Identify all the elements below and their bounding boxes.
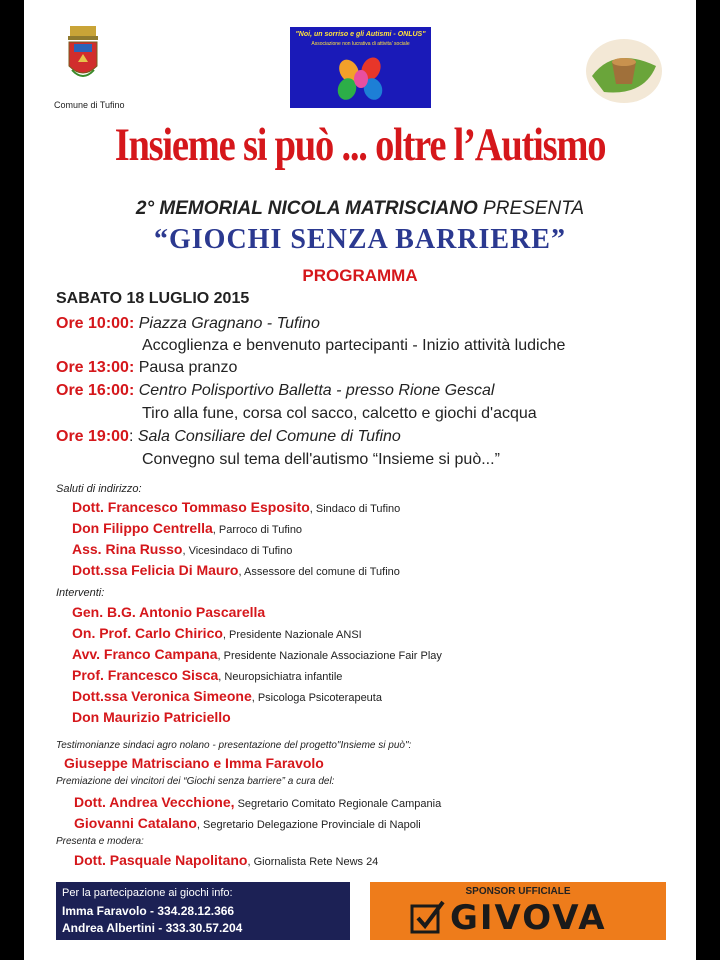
saluti-label: Saluti di indirizzo: — [56, 483, 142, 495]
program-item: Ore 10:00: Piazza Gragnano - Tufino — [56, 315, 320, 332]
mortar-logo-icon — [584, 36, 664, 106]
program-item: Ore 16:00: Centro Polisportivo Balletta - presso Rione Gescal — [56, 382, 495, 399]
speaker: Dott.ssa Felicia Di Mauro, Assessore del comune di Tufino — [72, 562, 400, 578]
contact-line: Imma Faravolo - 334.28.12.366 — [62, 904, 235, 918]
testimonianze-label: Testimonianze sindaci agro nolano - presentazione del progetto"Insieme si può": — [56, 740, 412, 751]
checkmark-logo-icon — [410, 900, 446, 934]
interventi-label: Interventi: — [56, 587, 105, 599]
tufino-crest-icon — [66, 26, 100, 84]
event-title: “GIOCHI SENZA BARRIERE” — [154, 224, 566, 255]
speaker: Dott. Pasquale Napolitano, Giornalista Rete News 24 — [74, 852, 379, 868]
association-logo — [290, 27, 431, 108]
speaker: Dott. Francesco Tommaso Esposito, Sindaco di Tufino — [72, 499, 401, 515]
speaker: Prof. Francesco Sisca, Neuropsichiatra infantile — [72, 667, 343, 683]
presenta-label: Presenta e modera: — [56, 836, 144, 847]
testimonianze-names: Giuseppe Matrisciano e Imma Faravolo — [64, 755, 324, 771]
info-title: Per la partecipazione ai giochi info: — [62, 887, 233, 899]
association-subtitle: Associazione non lucrativa di attivita' sociale — [311, 41, 410, 47]
program-item-desc: Tiro alla fune, corsa col sacco, calcetto e giochi d'acqua — [142, 405, 537, 422]
sponsor-name: GIVOVA — [450, 898, 607, 938]
speaker: Giovanni Catalano, Segretario Delegazione Provinciale di Napoli — [74, 815, 421, 831]
program-item-desc: Convegno sul tema dell'autismo “Insieme si può...” — [142, 451, 500, 468]
memorial-line: 2° MEMORIAL NICOLA MATRISCIANO PRESENTA — [135, 198, 585, 219]
poster — [24, 0, 696, 960]
program-item-desc: Accoglienza e benvenuto partecipanti - Inizio attività ludiche — [142, 337, 566, 354]
speaker: Don Maurizio Patriciello — [72, 709, 231, 725]
contact-line: Andrea Albertini - 333.30.57.204 — [62, 921, 243, 935]
speaker: Gen. B.G. Antonio Pascarella — [72, 604, 266, 620]
programma-heading: PROGRAMMA — [302, 266, 418, 285]
program-item: Ore 13:00: Pausa pranzo — [56, 359, 238, 376]
speaker: Avv. Franco Campana, Presidente Nazionale Associazione Fair Play — [72, 646, 442, 662]
speaker: Don Filippo Centrella, Parroco di Tufino — [72, 520, 303, 536]
speaker: Dott. Andrea Vecchione, Segretario Comitato Regionale Campania — [74, 794, 442, 810]
colored-hands-icon — [335, 51, 387, 105]
event-date: SABATO 18 LUGLIO 2015 — [56, 290, 250, 307]
association-title: "Noi, un sorriso e gli Autismi - ONLUS" — [295, 31, 426, 38]
premiazione-label: Premiazione dei vincitori dei “Giochi senza barriere” a cura del: — [56, 776, 335, 787]
speaker: Ass. Rina Russo, Vicesindaco di Tufino — [72, 541, 293, 557]
program-item: Ore 19:00: Sala Consiliare del Comune di Tufino — [56, 428, 401, 445]
crest-caption: Comune di Tufino — [54, 100, 125, 110]
speaker: On. Prof. Carlo Chirico, Presidente Nazionale ANSI — [72, 625, 362, 641]
contact-info-box — [56, 882, 350, 940]
sponsor-label: SPONSOR UFFICIALE — [465, 886, 571, 897]
speaker: Dott.ssa Veronica Simeone, Psicologa Psicoterapeuta — [72, 688, 382, 704]
sponsor-box — [370, 882, 666, 940]
main-title: Insieme si può ... oltre l’Autismo — [114, 119, 606, 171]
